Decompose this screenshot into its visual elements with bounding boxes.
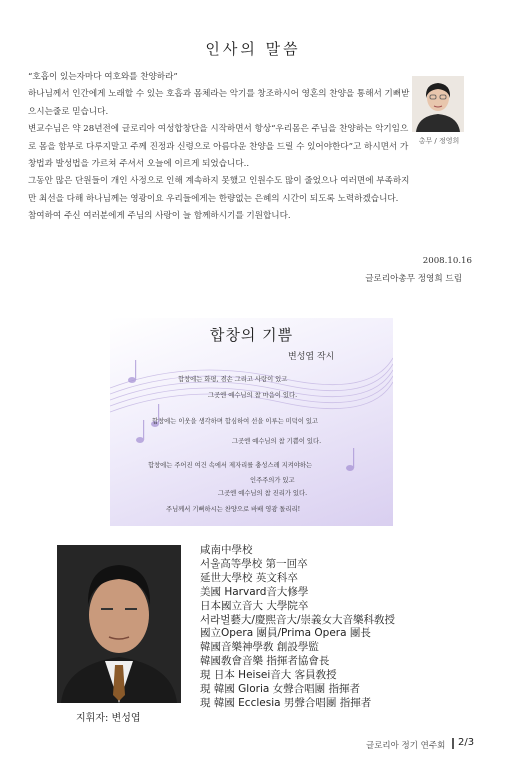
poem-line: 그곳엔 예수님의 참 기쁨이 있다. xyxy=(232,438,322,445)
greeting-paragraph: 그동안 많은 단원들이 개인 사정으로 인해 계속하지 못했고 인원수도 많이 줄었으나 여러면에 부족하지만 최선을 다해 하나님께는 영광이요 우리들에게는 한량없는 은혜의 시간이 되도록 노력하겠습니다. xyxy=(28,176,410,204)
poem-line: 그곳엔 예수님의 참 마음이 있다. xyxy=(208,392,298,399)
bio-item: 現 韓國 Ecclesia 男聲合唱團 指揮者 xyxy=(200,696,372,709)
secretary-photo-caption: 총무 / 정영희 xyxy=(418,137,460,145)
greeting-signature: 글로리아총무 정영희 드림 xyxy=(365,274,462,284)
conductor-bio xyxy=(200,544,395,711)
poem-title: 합창의 기쁨 xyxy=(209,326,294,344)
poem-line: 합창에는 화평, 겸손 그리고 사랑이 있고 xyxy=(178,376,288,383)
portrait-man-icon xyxy=(57,545,181,703)
poem-author: 변성엽 작시 xyxy=(288,352,335,362)
greeting-quote: “호흡이 있는자마다 여호와를 찬양하라” xyxy=(28,72,178,82)
bio-item: 咸南中學校 xyxy=(200,544,253,556)
conductor-caption: 지휘자: 변성엽 xyxy=(76,713,141,724)
footer-label: 글로리아 정기 연주회 xyxy=(366,741,446,751)
bio-item: 서라벌藝大/慶熙音大/崇義女大音樂科敎授 xyxy=(200,613,396,626)
footer-divider xyxy=(452,738,454,749)
bio-item: 서울高等學校 第一回卒 xyxy=(200,557,308,570)
page-number: 2/3 xyxy=(458,737,475,748)
poem-line: 그곳엔 예수님의 참 진리가 있다. xyxy=(218,490,308,497)
greeting-paragraph: 하나님께서 인간에게 노래할 수 있는 호흡과 몸체라는 악기를 창조하시어 영혼의 찬양을 통해서 기뻐받으시는줄로 믿습니다. xyxy=(28,89,410,117)
bio-item: 日本國立音大 大學院卒 xyxy=(200,599,309,612)
bio-item: 國立Opera 團員/Prima Opera 團長 xyxy=(200,627,371,640)
greeting-title: 인사의 말씀 xyxy=(205,40,301,58)
bio-item: 美國 Harvard音大修學 xyxy=(200,585,309,598)
poem-line: 주님께서 기뻐하시는 찬양으로 바배 영광 돌리리! xyxy=(166,506,301,513)
portrait-woman-icon xyxy=(412,76,464,132)
greeting-body xyxy=(28,69,413,226)
greeting-paragraph: 변교수님은 약 28년전에 글로리아 여성합창단을 시작하면서 항상“우리몸은 주님을 찬양하는 악기임으로 몸을 함부로 다루지말고 주께 진정과 신령으로 아름다운 찬양을 드릴 수 있어야한다”고 하시면서 가창법과 발성법을 가르쳐 주셔서 오늘에 이르게 되었습니다.. xyxy=(28,124,409,170)
bio-item: 延世大學校 英文科卒 xyxy=(200,571,298,584)
poem-line: 합창에는 이웃을 생각하며 합심하여 선을 이루는 미덕이 있고 xyxy=(152,418,319,425)
bio-item: 韓國音樂神學敎 創設學監 xyxy=(200,641,319,654)
greeting-paragraph: 참여하여 주신 여러분에게 주님의 사랑이 늘 함께하시기를 기원합니다. xyxy=(28,211,291,222)
bio-item: 韓國敎會音樂 指揮者協會長 xyxy=(200,655,330,668)
poem-line: 인주주의가 있고 xyxy=(250,477,295,484)
secretary-photo xyxy=(412,76,464,132)
conductor-photo xyxy=(57,545,181,703)
bio-item: 現 韓國 Gloria 女聲合唱團 指揮者 xyxy=(200,683,360,696)
poem-line: 합창에는 주어진 여건 속에서 제자리를 충성스레 지켜야하는 xyxy=(148,462,313,469)
bio-item: 現 日本 Heisei音大 客員敎授 xyxy=(200,669,337,682)
poem-card xyxy=(110,318,393,526)
greeting-date: 2008.10.16 xyxy=(422,256,472,266)
